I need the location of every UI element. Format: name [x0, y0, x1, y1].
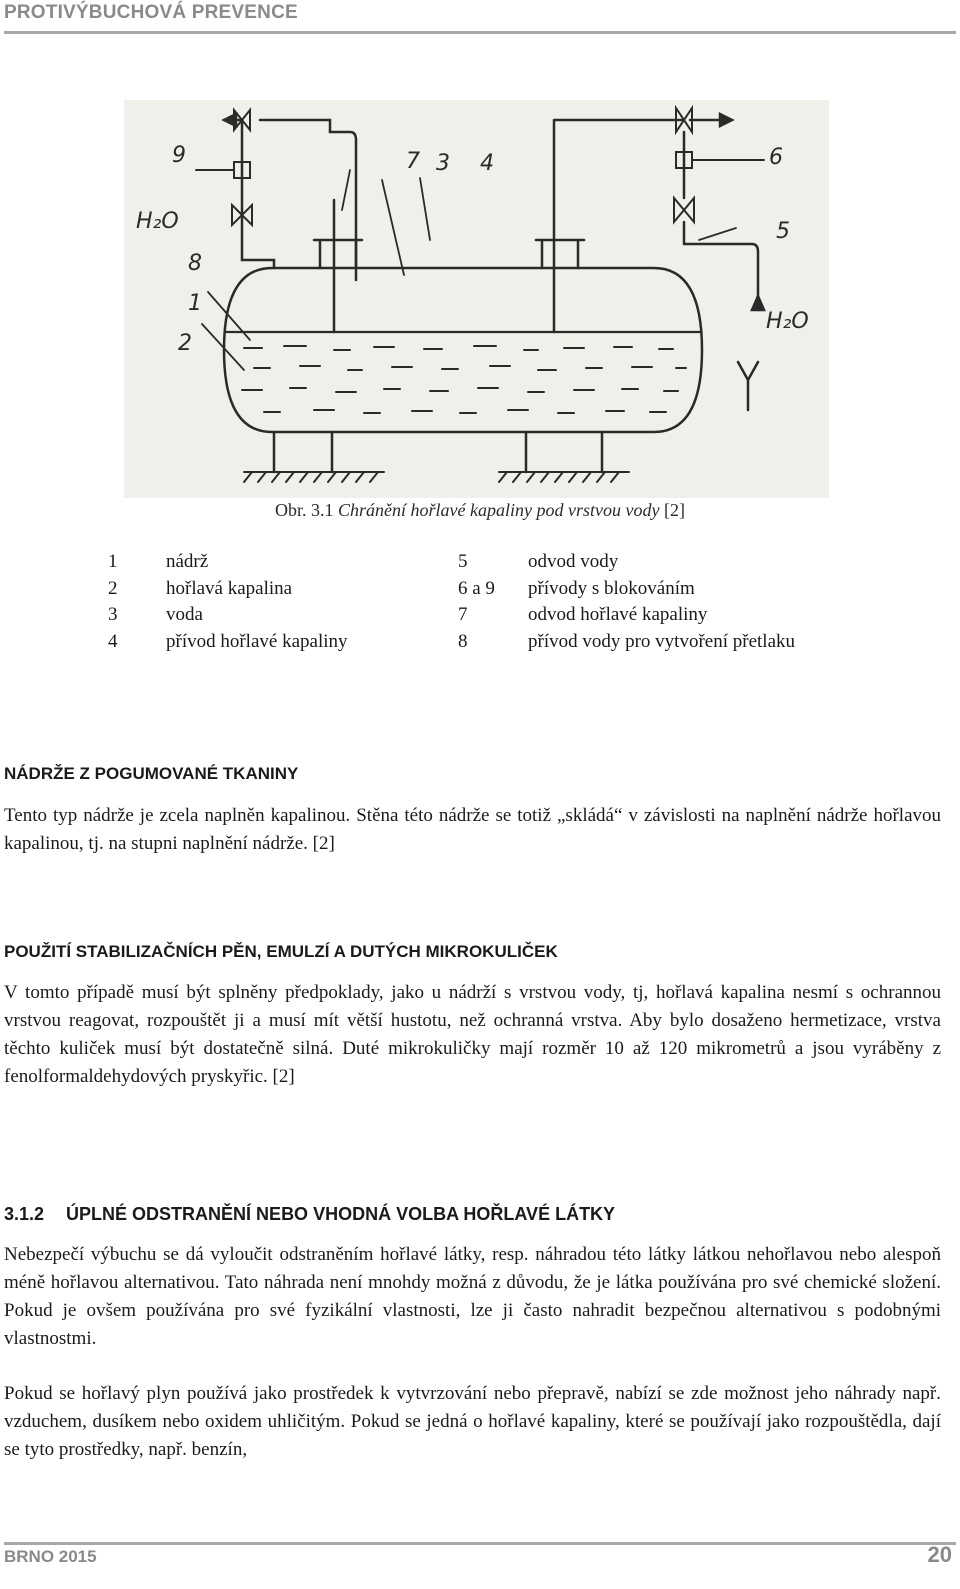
legend-text: přívod hořlavé kapaliny	[166, 630, 348, 652]
legend-number: 7	[458, 604, 468, 625]
page-number: 20	[927, 1542, 952, 1567]
legend-text: hořlavá kapalina	[166, 577, 293, 599]
ground-left	[244, 472, 384, 482]
legend-text: odvod vody	[528, 551, 619, 572]
legend-number: 1	[108, 551, 118, 572]
label-6: 6	[769, 145, 783, 170]
legend-number: 3	[108, 604, 118, 625]
paragraph-foams: V tomto případě musí být splněny předpoklady, jako u nádrží s vrstvou vody, tj, hořlavá kapalina nesmí s ochrannou vrstvou reagovat, rozpouštět ji a musí mít větší hustotu, než ochranná vrstva. Aby bylo dosaženo hermetizace, vrstva těchto kuliček musí být dostatečně silná. Duté mikrokuličky mají rozměr 10 až 120 mikrometrů a jsou vyráběny z fenolformaldehydových pryskyřic. [2]	[4, 982, 941, 1087]
section-number: 3.1.2	[4, 1204, 45, 1224]
label-h2o-right: H₂O	[766, 309, 809, 334]
paragraph-substitution-2: Pokud se hořlavý plyn používá jako prostředek k vytvrzování nebo přepravě, nabízí se zde možnost jeho náhrady např. vzduchem, dusíkem nebo oxidem uhličitým. Pokud se jedná o hořlavé kapaliny, které se používají jako rozpouštědla, dají se tyto prostředky, např. benzín,	[4, 1383, 941, 1460]
section-title: ÚPLNÉ ODSTRANĚNÍ NEBO VHODNÁ VOLBA HOŘLAVÉ LÁTKY	[66, 1204, 616, 1224]
legend-text: voda	[166, 604, 203, 625]
label-1: 1	[188, 291, 202, 316]
arrow-top-left	[224, 114, 236, 126]
section-heading-rubber-tanks: NÁDRŽE Z POGUMOVANÉ TKANINY	[4, 764, 299, 783]
right-nozzle	[536, 240, 584, 268]
valve-right-lower	[674, 198, 694, 222]
ground-right	[499, 472, 629, 482]
paragraph-substitution-1: Nebezpečí výbuchu se dá vyloučit odstraněním hořlavé látky, resp. náhradou této látky látkou nehořlavou nebo alespoň méně hořlavou alternativou. Tato náhrada není mnohdy možná z důvodu, že je látka používána pro své chemické složení. Pokud je ovšem používána pro své fyzikální vlastnosti, lze ji často nahradit bezpečnou alternativou s podobnými vlastnostmi.	[4, 1244, 941, 1349]
legend-number: 6 a 9	[458, 577, 495, 599]
pipe-5	[684, 132, 758, 310]
legend-text: přívody s blokováním	[528, 577, 695, 599]
legend-number: 2	[108, 577, 118, 599]
pipe-4	[554, 120, 732, 332]
legend-number: 8	[458, 630, 468, 652]
legend-text: odvod hořlavé kapaliny	[528, 604, 708, 625]
paragraph-rubber-tanks: Tento typ nádrže je zcela naplněn kapalinou. Stěna této nádrže se totiž „skládá“ v závislosti na naplnění nádrže hořlavou kapalinou, tj. na stupni naplnění nádrže. [2]	[4, 805, 941, 854]
label-2: 2	[178, 331, 192, 356]
tank-diagram	[124, 100, 829, 498]
support-left	[274, 432, 332, 472]
legend-text: přívod vody pro vytvoření přetlaku	[528, 630, 796, 652]
arrow-h2o-right	[752, 296, 764, 310]
figure-caption	[0, 500, 960, 521]
support-right	[526, 432, 602, 472]
caption-ref: [2]	[659, 500, 685, 520]
tank-shell	[224, 268, 702, 432]
footer-location: BRNO 2015	[4, 1547, 97, 1566]
label-9: 9	[172, 143, 186, 168]
label-4: 4	[480, 151, 494, 176]
legend-number: 5	[458, 551, 468, 572]
label-7: 7	[406, 149, 420, 174]
label-8: 8	[188, 251, 202, 276]
running-header: PROTIVÝBUCHOVÁ PREVENCE	[4, 2, 298, 23]
pipe-left-supply	[242, 120, 274, 268]
section-heading-3-1-2	[4, 1204, 615, 1225]
legend-text: nádrž	[166, 551, 209, 572]
caption-prefix: Obr. 3.1	[275, 500, 339, 520]
legend-number: 4	[108, 630, 118, 652]
water-hatching	[242, 346, 686, 413]
caption-title: Chránění hořlavé kapaliny pod vrstvou vody	[338, 500, 660, 520]
pipe-7	[330, 132, 356, 332]
section-heading-foams: POUŽITÍ STABILIZAČNÍCH PĚN, EMULZÍ A DUTÝCH MIKROKULIČEK	[4, 942, 558, 961]
footer-divider	[4, 1542, 956, 1545]
label-h2o-left: H₂O	[136, 209, 179, 234]
label-5: 5	[776, 219, 790, 244]
label-3: 3	[436, 151, 450, 176]
arrow-top-right	[720, 114, 732, 126]
y-symbol	[738, 362, 758, 410]
header-divider	[4, 31, 956, 34]
